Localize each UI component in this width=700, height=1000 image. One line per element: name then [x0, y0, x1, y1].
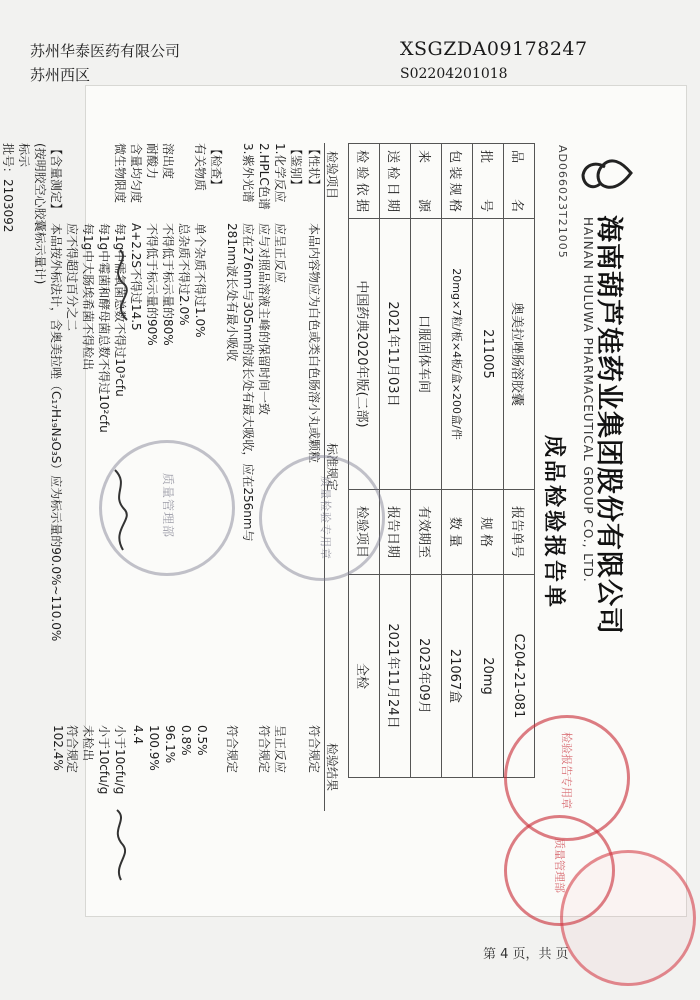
report-line: 【检查】 [209, 143, 223, 192]
report-line: 0.5% [195, 725, 209, 756]
report-line: 应与对照品溶液主峰的保留时间一致 [257, 223, 271, 416]
report-line: 呈正反应 [273, 725, 287, 774]
label-items: 检验项目 [349, 490, 380, 575]
page-indicator: 第 4 页，共 页 [483, 947, 569, 962]
report-line: 96.1% [163, 725, 177, 764]
stamp-text: 质量管理部 [553, 838, 566, 893]
col-item-header: 检验项目 [325, 151, 339, 200]
report-line: 微生物限度 [113, 143, 127, 204]
report-line: 小于10cfu/g [97, 725, 111, 795]
inspection-report-rotated [1, 125, 635, 925]
report-line: A+2.2S不得过14.5 [129, 223, 143, 331]
report-line: 应在276nm与305nm的波长处有最大吸收，应在256nm与 [241, 223, 255, 542]
report-line: 每1g中需氧菌总数不得过10³cfu [113, 223, 127, 397]
report-line: 【性状】 [307, 143, 321, 192]
report-line: 100.9% [147, 725, 161, 771]
label-valid: 有效期至 [411, 490, 442, 575]
value-basis: 中国药典2020年版(二部) [349, 219, 380, 490]
report-line: 4.4 [131, 725, 145, 745]
quality-stamp-1 [259, 455, 385, 581]
value-report-no: C204-21-081 [504, 575, 535, 778]
report-line: 符合规定 [307, 725, 321, 774]
header-company: 苏州华泰医药有限公司 [30, 42, 181, 60]
label-batch: 批 号 [473, 144, 504, 219]
header-district: 苏州西区 [30, 66, 91, 84]
report-line: 应不得超过百分之二 [65, 223, 79, 332]
col-result-header: 检验结果 [325, 743, 339, 792]
report-line: 符合规定 [65, 725, 79, 774]
report-line: 本品按外标法计，含奥美拉唑（C₁₇H₁₉N₃O₃S）应为标示量的90.0%~110.0% [49, 223, 63, 642]
signature-qa-head [105, 245, 135, 325]
red-seal-bottom [560, 850, 696, 986]
report-line: 有关物质 [193, 143, 207, 192]
label-inspect-date: 送检日期 [380, 144, 411, 219]
report-line: 0.8% [179, 725, 193, 756]
label-report-no: 报告单号 [504, 490, 535, 575]
stamp-text: 质量检验专用章 [319, 476, 332, 560]
value-inspect-date: 2021年11月03日 [380, 219, 411, 490]
company-name: 海南葫芦娃药业集团股份有限公司 [593, 215, 624, 635]
value-batch: 211005 [473, 219, 504, 490]
info-table [348, 143, 535, 778]
value-quantity: 21067盒 [442, 575, 473, 778]
signature-reviewer [105, 465, 135, 555]
report-line: 1.化学反应 [273, 143, 287, 203]
stamp-text: 质量管理部 [161, 473, 175, 539]
value-items: 全检 [349, 575, 380, 778]
report-line: 标示 [17, 143, 31, 168]
report-line: 本品内容物应为白色或类白色肠溶小丸或颗粒 [307, 223, 321, 464]
value-product: 奥美拉唑肠溶胶囊 [504, 219, 535, 490]
company-logo-icon [579, 143, 635, 203]
report-line: 不得低于标示量的90% [145, 223, 159, 346]
label-report-date: 报告日期 [380, 490, 411, 575]
header-doc-code: XSGZDA09178247 [400, 38, 588, 60]
report-title: 成品检验报告单 [541, 435, 566, 611]
report-line: 应呈正反应 [273, 223, 287, 284]
report-line: 不得低于标示量的80% [161, 223, 175, 346]
report-line: 281nm波长处有最小吸收 [225, 223, 239, 362]
report-line: 3.紫外光谱 [241, 143, 255, 203]
signature-inspector [105, 805, 135, 885]
value-spec: 20mg [473, 575, 504, 778]
label-quantity: 数 量 [442, 490, 473, 575]
label-package: 包装规格 [442, 144, 473, 219]
report-line: 【含量测定】 [49, 143, 63, 216]
value-source: 口服固体车间 [411, 219, 442, 490]
company-name-en: HAINAN HULUWA PHARMACEUTICAL GROUP CO., LTD. [581, 217, 595, 583]
header-doc-subcode: S02204201018 [400, 66, 508, 82]
value-valid: 2023年09月 [411, 575, 442, 778]
report-line: 2.HPLC色谱 [257, 143, 271, 210]
report-line: 每1g中霉菌和酵母菌总数不得过10²cfu [97, 223, 111, 433]
report-line: 总杂质不得过2.0% [177, 223, 191, 326]
report-line: 每1g中大肠埃希菌不得检出 [81, 223, 95, 371]
report-line: 批号：2103092 [1, 143, 15, 233]
report-line: (按明胶空心胶囊标示量计) [33, 143, 47, 285]
report-line: 含量均匀度 [129, 143, 143, 204]
value-report-date: 2021年11月24日 [380, 575, 411, 778]
report-line: 102.4% [51, 725, 65, 771]
report-line: 符合规定 [225, 725, 239, 774]
col-std-header: 标准规定 [325, 443, 339, 492]
report-line: 未检出 [81, 725, 95, 762]
label-spec: 规 格 [473, 490, 504, 575]
value-package: 20mg×7粒/板×4板/盒×200盒/件 [442, 219, 473, 490]
report-line: 单个杂质不得过1.0% [193, 223, 207, 338]
stamp-text: 检验报告专用章 [560, 732, 573, 809]
label-source: 来 源 [411, 144, 442, 219]
report-line: 溶出度 [161, 143, 175, 180]
form-number: AD066023T21005 [556, 145, 569, 259]
report-line: 【鉴别】 [289, 143, 303, 192]
report-line: 耐酸力 [145, 143, 159, 180]
report-line: 符合规定 [257, 725, 271, 774]
label-basis: 检验依据 [349, 144, 380, 219]
label-product: 品 名 [504, 144, 535, 219]
report-line: 小于10cfu/g [113, 725, 127, 795]
